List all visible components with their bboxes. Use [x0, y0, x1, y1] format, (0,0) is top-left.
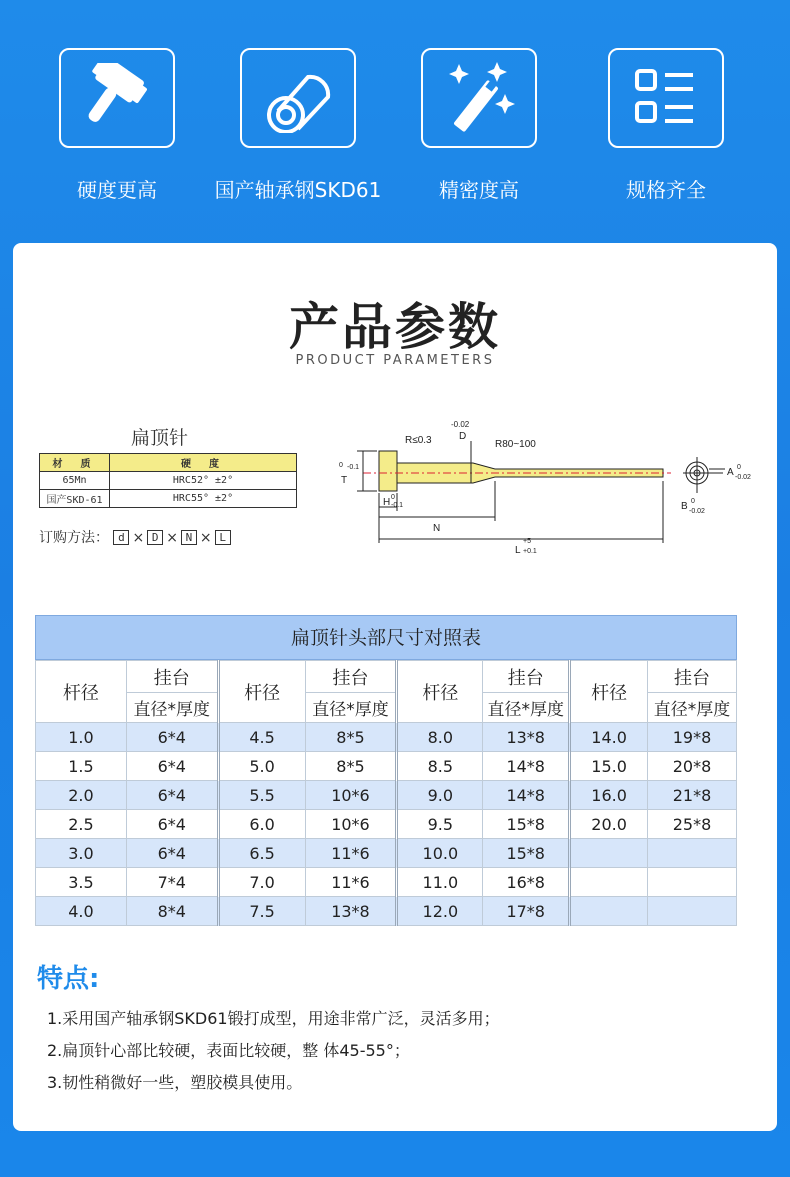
r-large-label: R80~100 [495, 439, 536, 450]
rod-diameter-cell: 20.0 [570, 810, 648, 839]
r-small-label: R≤0.3 [405, 435, 432, 446]
a-label: A [727, 467, 734, 478]
hammer-icon-box [59, 48, 175, 148]
rod-diameter-cell: 2.5 [36, 810, 127, 839]
l-tolerance-bottom: +0.1 [523, 548, 537, 555]
table-row [36, 897, 737, 926]
head-size-cell: 6*4 [126, 839, 218, 868]
b-label: B [681, 501, 688, 512]
head-size-cell: 14*8 [483, 752, 570, 781]
hardness-cell: HRC55° ±2° [110, 490, 297, 508]
head-size-cell: 11*6 [305, 868, 397, 897]
l-tolerance-top: +5 [523, 538, 531, 545]
feature-item: 2.扁顶针心部比较硬，表面比较硬，整 体45-55°； [47, 1041, 410, 1060]
head-size-cell: 8*4 [126, 897, 218, 926]
size-table-title: 扁顶针头部尺寸对照表 [35, 615, 737, 660]
feature-label: 规格齐全 [626, 178, 706, 202]
head-size-cell: 15*8 [483, 839, 570, 868]
head-size-cell: 13*8 [305, 897, 397, 926]
head-size-cell: 16*8 [483, 868, 570, 897]
head-header: 挂台 [126, 661, 218, 693]
d-label: D [459, 431, 467, 442]
pin-name: 扁顶针 [131, 427, 189, 449]
head-header: 挂台 [648, 661, 737, 693]
rod-diameter-cell: 7.5 [218, 897, 305, 926]
rod-diameter-header: 杆径 [36, 661, 127, 723]
feature-hardness [57, 48, 177, 203]
head-size-cell: 19*8 [648, 723, 737, 752]
a-tolerance-top: 0 [737, 464, 741, 471]
rod-diameter-header: 杆径 [570, 661, 648, 723]
rod-diameter-cell: 4.5 [218, 723, 305, 752]
magic-wand-icon [439, 60, 519, 136]
magic-wand-icon-box [421, 48, 537, 148]
head-size-header: 直径*厚度 [648, 693, 737, 723]
rod-diameter-cell: 8.5 [397, 752, 483, 781]
head-size-cell: 21*8 [648, 781, 737, 810]
head-size-cell: 14*8 [483, 781, 570, 810]
feature-item: 3.韧性稍微好一些，塑胶模具使用。 [47, 1073, 303, 1092]
rod-diameter-cell [570, 839, 648, 868]
head-size-cell: 7*4 [126, 868, 218, 897]
t-label: T [341, 475, 348, 486]
h-label: H [383, 497, 391, 508]
head-size-cell: 15*8 [483, 810, 570, 839]
h-tolerance-bottom: -0.1 [391, 502, 404, 509]
t-tolerance-top: 0 [339, 462, 343, 469]
rod-diameter-cell: 11.0 [397, 868, 483, 897]
order-method: 订购方法： d × D × N × L [39, 527, 231, 547]
head-size-cell: 17*8 [483, 897, 570, 926]
l-label: L [515, 545, 521, 556]
head-header: 挂台 [305, 661, 397, 693]
section-title: 产品参数 [289, 298, 501, 356]
head-size-cell [648, 897, 737, 926]
b-tolerance-bottom: -0.02 [689, 508, 705, 515]
rod-diameter-cell: 5.0 [218, 752, 305, 781]
list-icon-box [608, 48, 724, 148]
size-table-section [35, 615, 737, 926]
head-size-cell: 13*8 [483, 723, 570, 752]
feature-precision [419, 48, 539, 203]
order-code: d [113, 530, 129, 545]
feature-label: 硬度更高 [77, 178, 157, 202]
features-title: 特点: [37, 964, 100, 994]
rod-diameter-cell: 9.5 [397, 810, 483, 839]
order-code: L [215, 530, 231, 545]
rod-diameter-cell: 1.5 [36, 752, 127, 781]
rod-diameter-cell: 3.5 [36, 868, 127, 897]
table-row [36, 810, 737, 839]
table-row [36, 723, 737, 752]
head-size-cell [648, 868, 737, 897]
head-size-cell: 8*5 [305, 723, 397, 752]
b-tolerance-top: 0 [691, 498, 695, 505]
material-cell: 国产SKD-61 [40, 490, 110, 508]
head-size-cell: 10*6 [305, 781, 397, 810]
head-size-cell: 6*4 [126, 723, 218, 752]
features-list [47, 1003, 500, 1099]
head-size-cell: 8*5 [305, 752, 397, 781]
n-label: N [433, 523, 441, 534]
order-label: 订购方法： [39, 530, 109, 546]
head-size-cell: 11*6 [305, 839, 397, 868]
pin-head [379, 451, 397, 491]
feature-variety [606, 48, 726, 203]
rod-diameter-header: 杆径 [218, 661, 305, 723]
material-cell: 65Mn [40, 472, 110, 490]
rod-diameter-cell: 5.5 [218, 781, 305, 810]
rod-diameter-cell: 6.0 [218, 810, 305, 839]
table-row [36, 752, 737, 781]
rod-diameter-cell: 7.0 [218, 868, 305, 897]
feature-label: 国产轴承钢SKD61 [214, 178, 382, 202]
head-size-header: 直径*厚度 [483, 693, 570, 723]
list-icon [631, 65, 701, 131]
rod-diameter-cell: 16.0 [570, 781, 648, 810]
feature-material [214, 48, 382, 203]
a-tolerance-bottom: -0.02 [735, 474, 751, 481]
head-size-header: 直径*厚度 [126, 693, 218, 723]
rod-diameter-cell: 6.5 [218, 839, 305, 868]
head-size-cell: 10*6 [305, 810, 397, 839]
order-code: D [147, 530, 163, 545]
rod-diameter-cell: 14.0 [570, 723, 648, 752]
h-tolerance-top: 0 [391, 494, 395, 501]
order-code: N [181, 530, 197, 545]
section-subtitle: PRODUCT PARAMETERS [295, 353, 495, 368]
head-size-cell [648, 839, 737, 868]
head-size-cell: 6*4 [126, 810, 218, 839]
hammer-icon [77, 63, 157, 133]
feature-item: 1.采用国产轴承钢SKD61锻打成型，用途非常广泛，灵活多用； [47, 1009, 500, 1028]
feature-row [0, 0, 790, 240]
table-row [36, 781, 737, 810]
hardness-cell: HRC52° ±2° [110, 472, 297, 490]
head-size-cell: 20*8 [648, 752, 737, 781]
material-table [39, 453, 297, 508]
rod-diameter-cell: 12.0 [397, 897, 483, 926]
hardness-header: 硬 度 [110, 454, 297, 472]
rod-diameter-cell: 10.0 [397, 839, 483, 868]
rod-diameter-cell: 2.0 [36, 781, 127, 810]
rod-diameter-cell: 1.0 [36, 723, 127, 752]
rod-diameter-header: 杆径 [397, 661, 483, 723]
d-tolerance: -0.02 [451, 420, 470, 429]
rod-diameter-cell: 9.0 [397, 781, 483, 810]
rod-diameter-cell [570, 868, 648, 897]
head-size-cell: 25*8 [648, 810, 737, 839]
rod-diameter-cell: 3.0 [36, 839, 127, 868]
rod-diameter-cell: 8.0 [397, 723, 483, 752]
feature-label: 精密度高 [439, 178, 519, 202]
head-size-cell: 6*4 [126, 781, 218, 810]
table-row [36, 868, 737, 897]
rod-diameter-cell: 4.0 [36, 897, 127, 926]
rod-diameter-cell [570, 897, 648, 926]
head-header: 挂台 [483, 661, 570, 693]
table-row [36, 839, 737, 868]
rod-diameter-cell: 15.0 [570, 752, 648, 781]
head-size-header: 直径*厚度 [305, 693, 397, 723]
t-tolerance-bottom: -0.1 [347, 464, 360, 471]
size-table [35, 660, 737, 926]
steel-roll-icon [258, 63, 338, 133]
head-size-cell: 6*4 [126, 752, 218, 781]
material-header: 材 质 [40, 454, 110, 472]
parameters-card [13, 243, 777, 1131]
pin-technical-drawing [323, 411, 763, 561]
steel-roll-icon-box [240, 48, 356, 148]
